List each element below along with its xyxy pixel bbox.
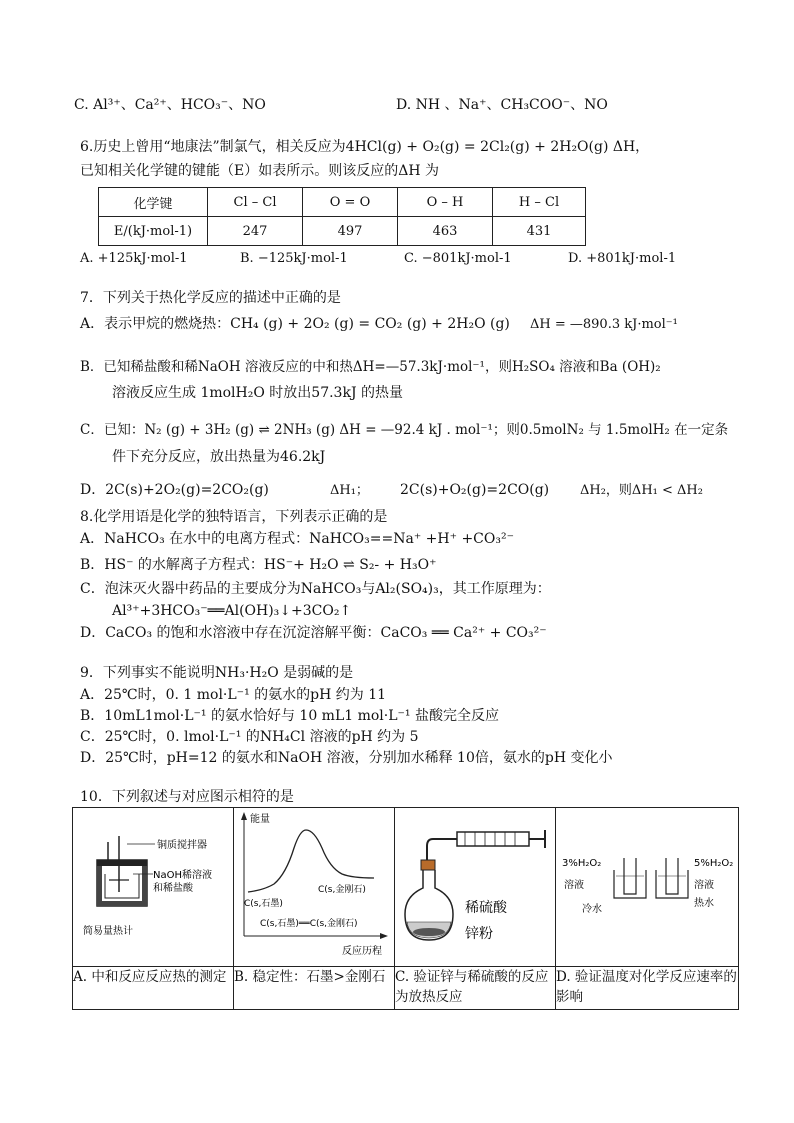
q10-figure-table xyxy=(72,807,739,1010)
caption-c: C. 验证锌与稀硫酸的反应为放热反应 xyxy=(395,967,556,1010)
label-graphite: C(s,石墨) xyxy=(244,899,283,909)
q9-option-a: A．25℃时，0. 1 mol·L⁻¹ 的氨水的pH 约为 11 xyxy=(80,687,387,703)
bond-energy-table xyxy=(98,187,586,246)
energy-profile-diagram xyxy=(234,808,394,962)
q9-stem: 9．下列事实不能说明NH₃·H₂O 是弱碱的是 xyxy=(80,665,354,681)
q7-option-c-line1: C．已知：N₂ (g) + 3H₂ (g) ⇌ 2NH₃ (g) ΔH = —92.4 kJ . mol⁻¹；则0.5molN₂ 与 1.5molH₂ 在一定条 xyxy=(80,422,729,438)
label-3pct-h2o2: 3%H₂O₂ xyxy=(562,858,602,869)
label-hot-water: 热水 xyxy=(694,898,714,909)
table-header: O = O xyxy=(303,188,398,217)
label-5pct-h2o2: 5%H₂O₂ xyxy=(694,858,734,869)
q7-option-d-eq2: 2C(s)+O₂(g)=2CO(g) xyxy=(400,482,550,498)
label-diamond: C(s,金刚石) xyxy=(318,885,366,895)
label-hcl: 和稀盐酸 xyxy=(153,883,193,894)
fig-flask xyxy=(395,808,556,967)
label-solution-left: 溶液 xyxy=(564,880,584,891)
table-header: H – Cl xyxy=(493,188,586,217)
q6-option-a: A. +125kJ·mol-1 xyxy=(80,251,188,266)
q7-option-b-line2: 溶液反应生成 1molH₂O 时放出57.3kJ 的热量 xyxy=(112,385,404,401)
caption-a: A. 中和反应反应热的测定 xyxy=(73,967,234,1010)
q6-stem-line1: 6.历史上曾用“地康法”制氯气，相关反应为4HCl(g) + O₂(g) = 2Cl₂(g) + 2H₂O(g) ΔH， xyxy=(80,139,650,155)
q9-option-b: B．10mL1mol·L⁻¹ 的氨水恰好与 10 mL1 mol·L⁻¹ 盐酸完全反应 xyxy=(80,708,499,724)
q6-stem-line2: 已知相关化学键的键能（E）如表所示。则该反应的ΔH 为 xyxy=(80,163,439,179)
label-dilute-sulfuric-acid: 稀硫酸 xyxy=(465,900,507,916)
fig-temperature xyxy=(556,808,739,967)
q6-option-d: D. +801kJ·mol-1 xyxy=(568,251,677,266)
label-zinc-powder: 锌粉 xyxy=(465,926,493,942)
axis-energy: 能量 xyxy=(250,814,270,825)
label-naoh: NaOH稀溶液 xyxy=(153,870,212,881)
q7-option-d-dh2: ΔH₂，则ΔH₁ < ΔH₂ xyxy=(580,483,703,498)
q8-option-a: A．NaHCO₃ 在水中的电离方程式：NaHCO₃==Na⁺ +H⁺ +CO₃²⁻ xyxy=(80,531,514,547)
caption-b: B. 稳定性：石墨>金刚石 xyxy=(234,967,395,1010)
q8-option-b: B．HS⁻ 的水解离子方程式：HS⁻+ H₂O ⇌ S₂- + H₃O⁺ xyxy=(80,557,437,573)
table-row-label: E/(kJ·mol-1) xyxy=(99,217,208,246)
q7-option-b-line1: B．已知稀盐酸和稀NaOH 溶液反应的中和热ΔH=—57.3kJ·mol⁻¹，则H₂SO₄ 溶液和Ba (OH)₂ xyxy=(80,359,661,375)
q7-option-d-dh1: ΔH₁； xyxy=(330,483,369,498)
flask-syringe-diagram xyxy=(395,808,555,962)
table-header: 化学键 xyxy=(99,188,208,217)
q8-stem: 8.化学用语是化学的独特语言，下列表示正确的是 xyxy=(80,509,388,525)
q8-option-c-line2: Al³⁺+3HCO₃⁻══Al(OH)₃↓+3CO₂↑ xyxy=(112,603,352,619)
q8-option-c-line1: C．泡沫灭火器中药品的主要成分为NaHCO₃与Al₂(SO₄)₃，其工作原理为： xyxy=(80,581,551,597)
q9-option-d: D．25℃时，pH=12 的氨水和NaOH 溶液，分别加水稀释 10倍，氨水的pH 变化小 xyxy=(80,750,613,766)
fig-calorimeter xyxy=(73,808,234,967)
fig-energy-diagram xyxy=(234,808,395,967)
q7-option-c-line2: 件下充分反应，放出热量为46.2kJ xyxy=(112,449,326,465)
q7-option-a-dh: ΔH = —890.3 kJ·mol⁻¹ xyxy=(530,317,678,332)
label-cold-water: 冷水 xyxy=(582,904,602,915)
q10-stem: 10．下列叙述与对应图示相符的是 xyxy=(80,789,294,805)
axis-reaction-progress: 反应历程 xyxy=(342,946,382,957)
caption-d: D. 验证温度对化学反应速率的影响 xyxy=(556,967,739,1010)
table-cell: 497 xyxy=(303,217,398,246)
table-header: O – H xyxy=(398,188,493,217)
q5-option-c: C. Al³⁺、Ca²⁺、HCO₃⁻、NO xyxy=(74,97,266,113)
label-solution-right: 溶液 xyxy=(694,880,714,891)
q8-option-d: D．CaCO₃ 的饱和水溶液中存在沉淀溶解平衡：CaCO₃ ══ Ca²⁺ + CO₃²⁻ xyxy=(80,625,547,641)
q5-option-d: D. NH 、Na⁺、CH₃COO⁻、NO xyxy=(396,97,608,113)
q7-stem: 7．下列关于热化学反应的描述中正确的是 xyxy=(80,290,341,306)
label-copper-stirrer: 铜质搅拌器 xyxy=(157,840,207,851)
table-cell: 431 xyxy=(493,217,586,246)
temperature-experiment-diagram xyxy=(556,808,738,962)
q6-option-b: B. −125kJ·mol-1 xyxy=(240,251,348,266)
table-cell: 247 xyxy=(208,217,303,246)
q9-option-c: C．25℃时，0. lmol·L⁻¹ 的NH₄Cl 溶液的pH 约为 5 xyxy=(80,729,419,745)
label-reaction: C(s,石墨)══C(s,金刚石) xyxy=(260,919,358,929)
q6-option-c: C. −801kJ·mol-1 xyxy=(404,251,512,266)
table-header: Cl – Cl xyxy=(208,188,303,217)
table-cell: 463 xyxy=(398,217,493,246)
label-calorimeter: 简易量热计 xyxy=(83,926,133,937)
calorimeter-diagram xyxy=(73,808,233,962)
q7-option-a: A．表示甲烷的燃烧热：CH₄ (g) + 2O₂ (g) = CO₂ (g) + 2H₂O (g) xyxy=(80,316,510,332)
q7-option-d-eq1: D．2C(s)+2O₂(g)=2CO₂(g) xyxy=(80,482,269,498)
